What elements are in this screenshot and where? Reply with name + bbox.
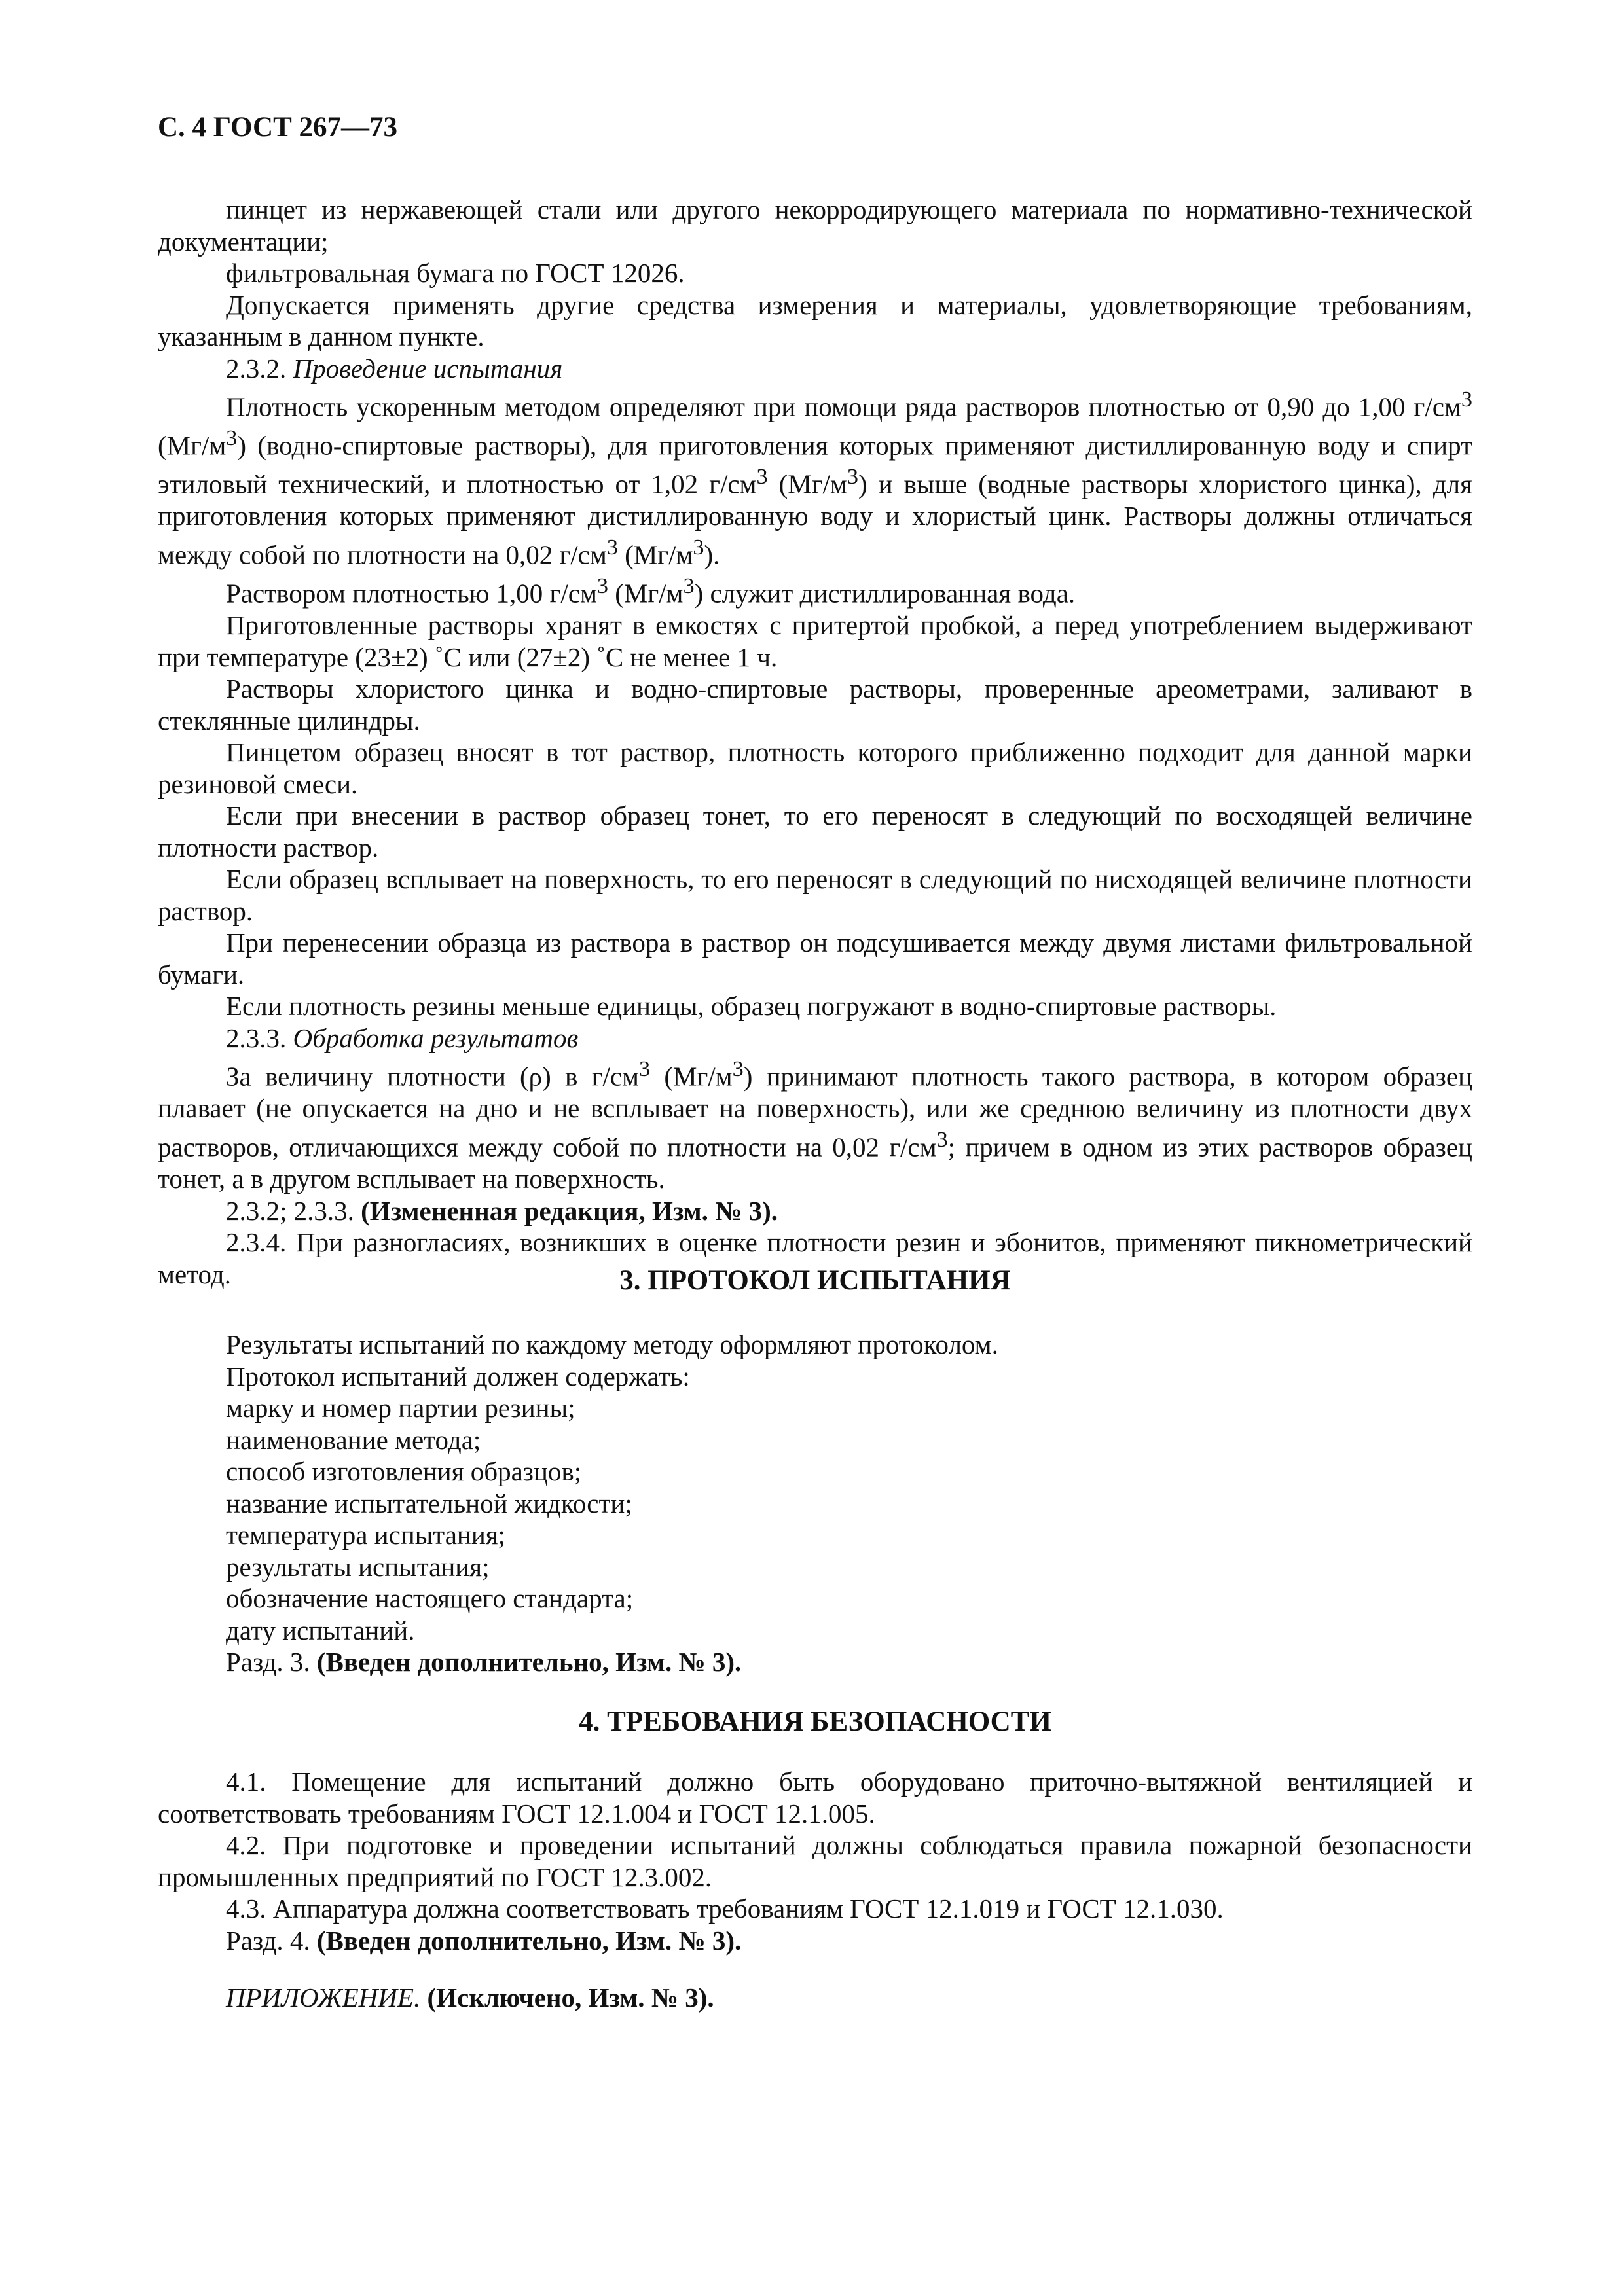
paragraph-4-3: 4.3. Аппаратура должна соответствовать требованиям ГОСТ 12.1.019 и ГОСТ 12.1.030.	[226, 1893, 1224, 1924]
superscript: 3	[606, 535, 618, 560]
superscript: 3	[1461, 387, 1472, 412]
text-run: Разд. 3.	[226, 1647, 317, 1677]
text-run: ) принимают плотность такого раствора, в котором образец плавает (не опускается на дно и не всплывает на поверхность), или же среднюю величину из плотности двух растворов, отличающихся между собой по плотности на 0,02 г/см	[158, 1061, 1473, 1162]
clause-title: Проведение испытания	[293, 353, 563, 384]
paragraph-density-value	[158, 1054, 1472, 1194]
section-3-note	[226, 1646, 1472, 1678]
clause-number: 2.3.2.	[226, 353, 287, 384]
paragraph-2-3-4: 2.3.4. При разногласиях, возникших в оценке плотности резин и эбонитов, применяют пикнометрический метод.	[158, 1227, 1472, 1289]
text-run: ) (водно-спиртовые растворы), для приготовления которых применяют дистиллированную воду и спирт этиловый технический, и плотностью от 1,02 г/см	[158, 430, 1472, 499]
amendment-bold: (Измененная редакция, Изм. № 3).	[361, 1195, 778, 1226]
paragraph-allowed-means: Допускается применять другие средства измерения и материалы, удовлетворяющие требованиям, указанным в данном пункте.	[158, 289, 1472, 351]
text-run: Разд. 4.	[226, 1925, 317, 1956]
text-run: 2.3.2; 2.3.3.	[226, 1195, 361, 1226]
list-item: дату испытаний.	[226, 1615, 415, 1645]
text-run: За величину плотности (ρ) в г/см	[226, 1061, 640, 1092]
superscript: 3	[226, 426, 238, 451]
paragraph-less-than-one: Если плотность резины меньше единицы, образец погружают в водно-спиртовые растворы.	[226, 991, 1277, 1022]
paragraph-cylinders: Растворы хлористого цинка и водно-спиртовые растворы, проверенные ареометрами, заливают в стеклянные цилиндры.	[158, 673, 1472, 736]
list-item: марку и номер партии резины;	[226, 1393, 575, 1423]
clause-2-3-3	[158, 1022, 1472, 1054]
paragraph-density-method	[158, 384, 1472, 571]
list-item: название испытательной жидкости;	[226, 1488, 632, 1518]
paragraph-filter-paper: фильтровальная бумага по ГОСТ 12026.	[226, 258, 685, 288]
text-run: (Мг/м	[158, 430, 227, 461]
superscript: 3	[756, 465, 768, 490]
clause-title: Обработка результатов	[293, 1022, 579, 1053]
paragraph-storage: Приготовленные растворы хранят в емкостях с притертой пробкой, а перед употреблением выдерживают при температуре (23±2) ˚С или (27±2) ˚С не менее 1 ч.	[158, 610, 1472, 672]
text-run: Плотность ускоренным методом определяют при помощи ряда растворов плотностью от 0,90 до 1,00 г/см	[226, 391, 1461, 422]
paragraph-4-2: 4.2. При подготовке и проведении испытаний должны соблюдаться правила пожарной безопасности промышленных предприятий по ГОСТ 12.3.002.	[158, 1830, 1472, 1892]
section-4-heading: 4. ТРЕБОВАНИЯ БЕЗОПАСНОСТИ	[579, 1706, 1051, 1737]
clause-number: 2.3.3.	[226, 1022, 287, 1053]
section-4-text	[158, 1766, 1472, 1956]
section-3-heading: 3. ПРОТОКОЛ ИСПЫТАНИЯ	[619, 1265, 1011, 1296]
list-item: Протокол испытаний должен содержать:	[226, 1361, 690, 1391]
text-run: (Мг/м	[650, 1061, 733, 1092]
section-3-list	[226, 1329, 1472, 1678]
text-run: (Мг/м	[767, 469, 847, 499]
list-item: наименование метода;	[226, 1424, 481, 1455]
superscript: 3	[596, 574, 608, 599]
paragraph-drying: При перенесении образца из раствора в раствор он подсушивается между двумя листами фильтровальной бумаги.	[158, 927, 1472, 990]
list-item: обозначение настоящего стандарта;	[226, 1583, 634, 1613]
text-run: ) служит дистиллированная вода.	[694, 578, 1076, 609]
text-run: (Мг/м	[617, 539, 693, 570]
superscript: 3	[847, 465, 858, 490]
appendix-note	[158, 1982, 1472, 2014]
appendix-label: ПРИЛОЖЕНИЕ.	[226, 1982, 421, 2013]
paragraph-distilled-water	[158, 571, 1472, 609]
amendment-bold: (Введен дополнительно, Изм. № 3).	[316, 1647, 742, 1677]
appendix-line	[158, 1982, 1472, 2014]
amendment-note-2-3	[158, 1195, 1472, 1227]
superscript: 3	[732, 1057, 744, 1082]
paragraph-floats: Если образец всплывает на поверхность, то его переносят в следующий по нисходящей величине плотности раствор.	[158, 864, 1472, 926]
section-4-note	[158, 1925, 1472, 1957]
superscript: 3	[936, 1127, 948, 1152]
list-item: температура испытания;	[226, 1520, 506, 1550]
amendment-bold: (Исключено, Изм. № 3).	[420, 1982, 714, 2013]
text-run: ) и выше (водные растворы хлористого цинка), для приготовления которых применяют дистиллированную воду и хлористый цинк. Растворы должны отличаться между собой по плотности на 0,02 г/см	[158, 469, 1473, 570]
list-item: способ изготовления образцов;	[226, 1456, 582, 1486]
section-2-text	[158, 194, 1472, 1290]
superscript: 3	[693, 535, 704, 560]
paragraph-tweezers: пинцет из нержавеющей стали или другого некорродирующего материала по нормативно-технической документации;	[158, 194, 1472, 257]
superscript: 3	[639, 1057, 651, 1082]
superscript: 3	[683, 574, 695, 599]
paragraph-sinks: Если при внесении в раствор образец тонет, то его переносят в следующий по восходящей величине плотности раствор.	[158, 800, 1472, 863]
list-item: Результаты испытаний по каждому методу оформляют протоколом.	[226, 1329, 998, 1359]
paragraph-tweezers-sample: Пинцетом образец вносят в тот раствор, плотность которого приближенно подходит для данной марки резиновой смеси.	[158, 737, 1472, 799]
text-run: ; причем в одном из этих растворов образец тонет, а в другом всплывает на поверхность.	[158, 1132, 1473, 1194]
clause-2-3-2	[158, 353, 1472, 385]
text-run: (Мг/м	[608, 578, 684, 609]
list-item: результаты испытания;	[226, 1551, 490, 1582]
paragraph-4-1: 4.1. Помещение для испытаний должно быть оборудовано приточно-вытяжной вентиляцией и соответствовать требованиям ГОСТ 12.1.004 и ГОСТ 12.1.005.	[158, 1767, 1472, 1829]
text-run: ).	[704, 539, 720, 570]
amendment-bold: (Введен дополнительно, Изм. № 3).	[316, 1925, 742, 1956]
page-header: С. 4 ГОСТ 267—73	[158, 112, 398, 143]
text-run: Раствором плотностью 1,00 г/см	[226, 578, 597, 609]
